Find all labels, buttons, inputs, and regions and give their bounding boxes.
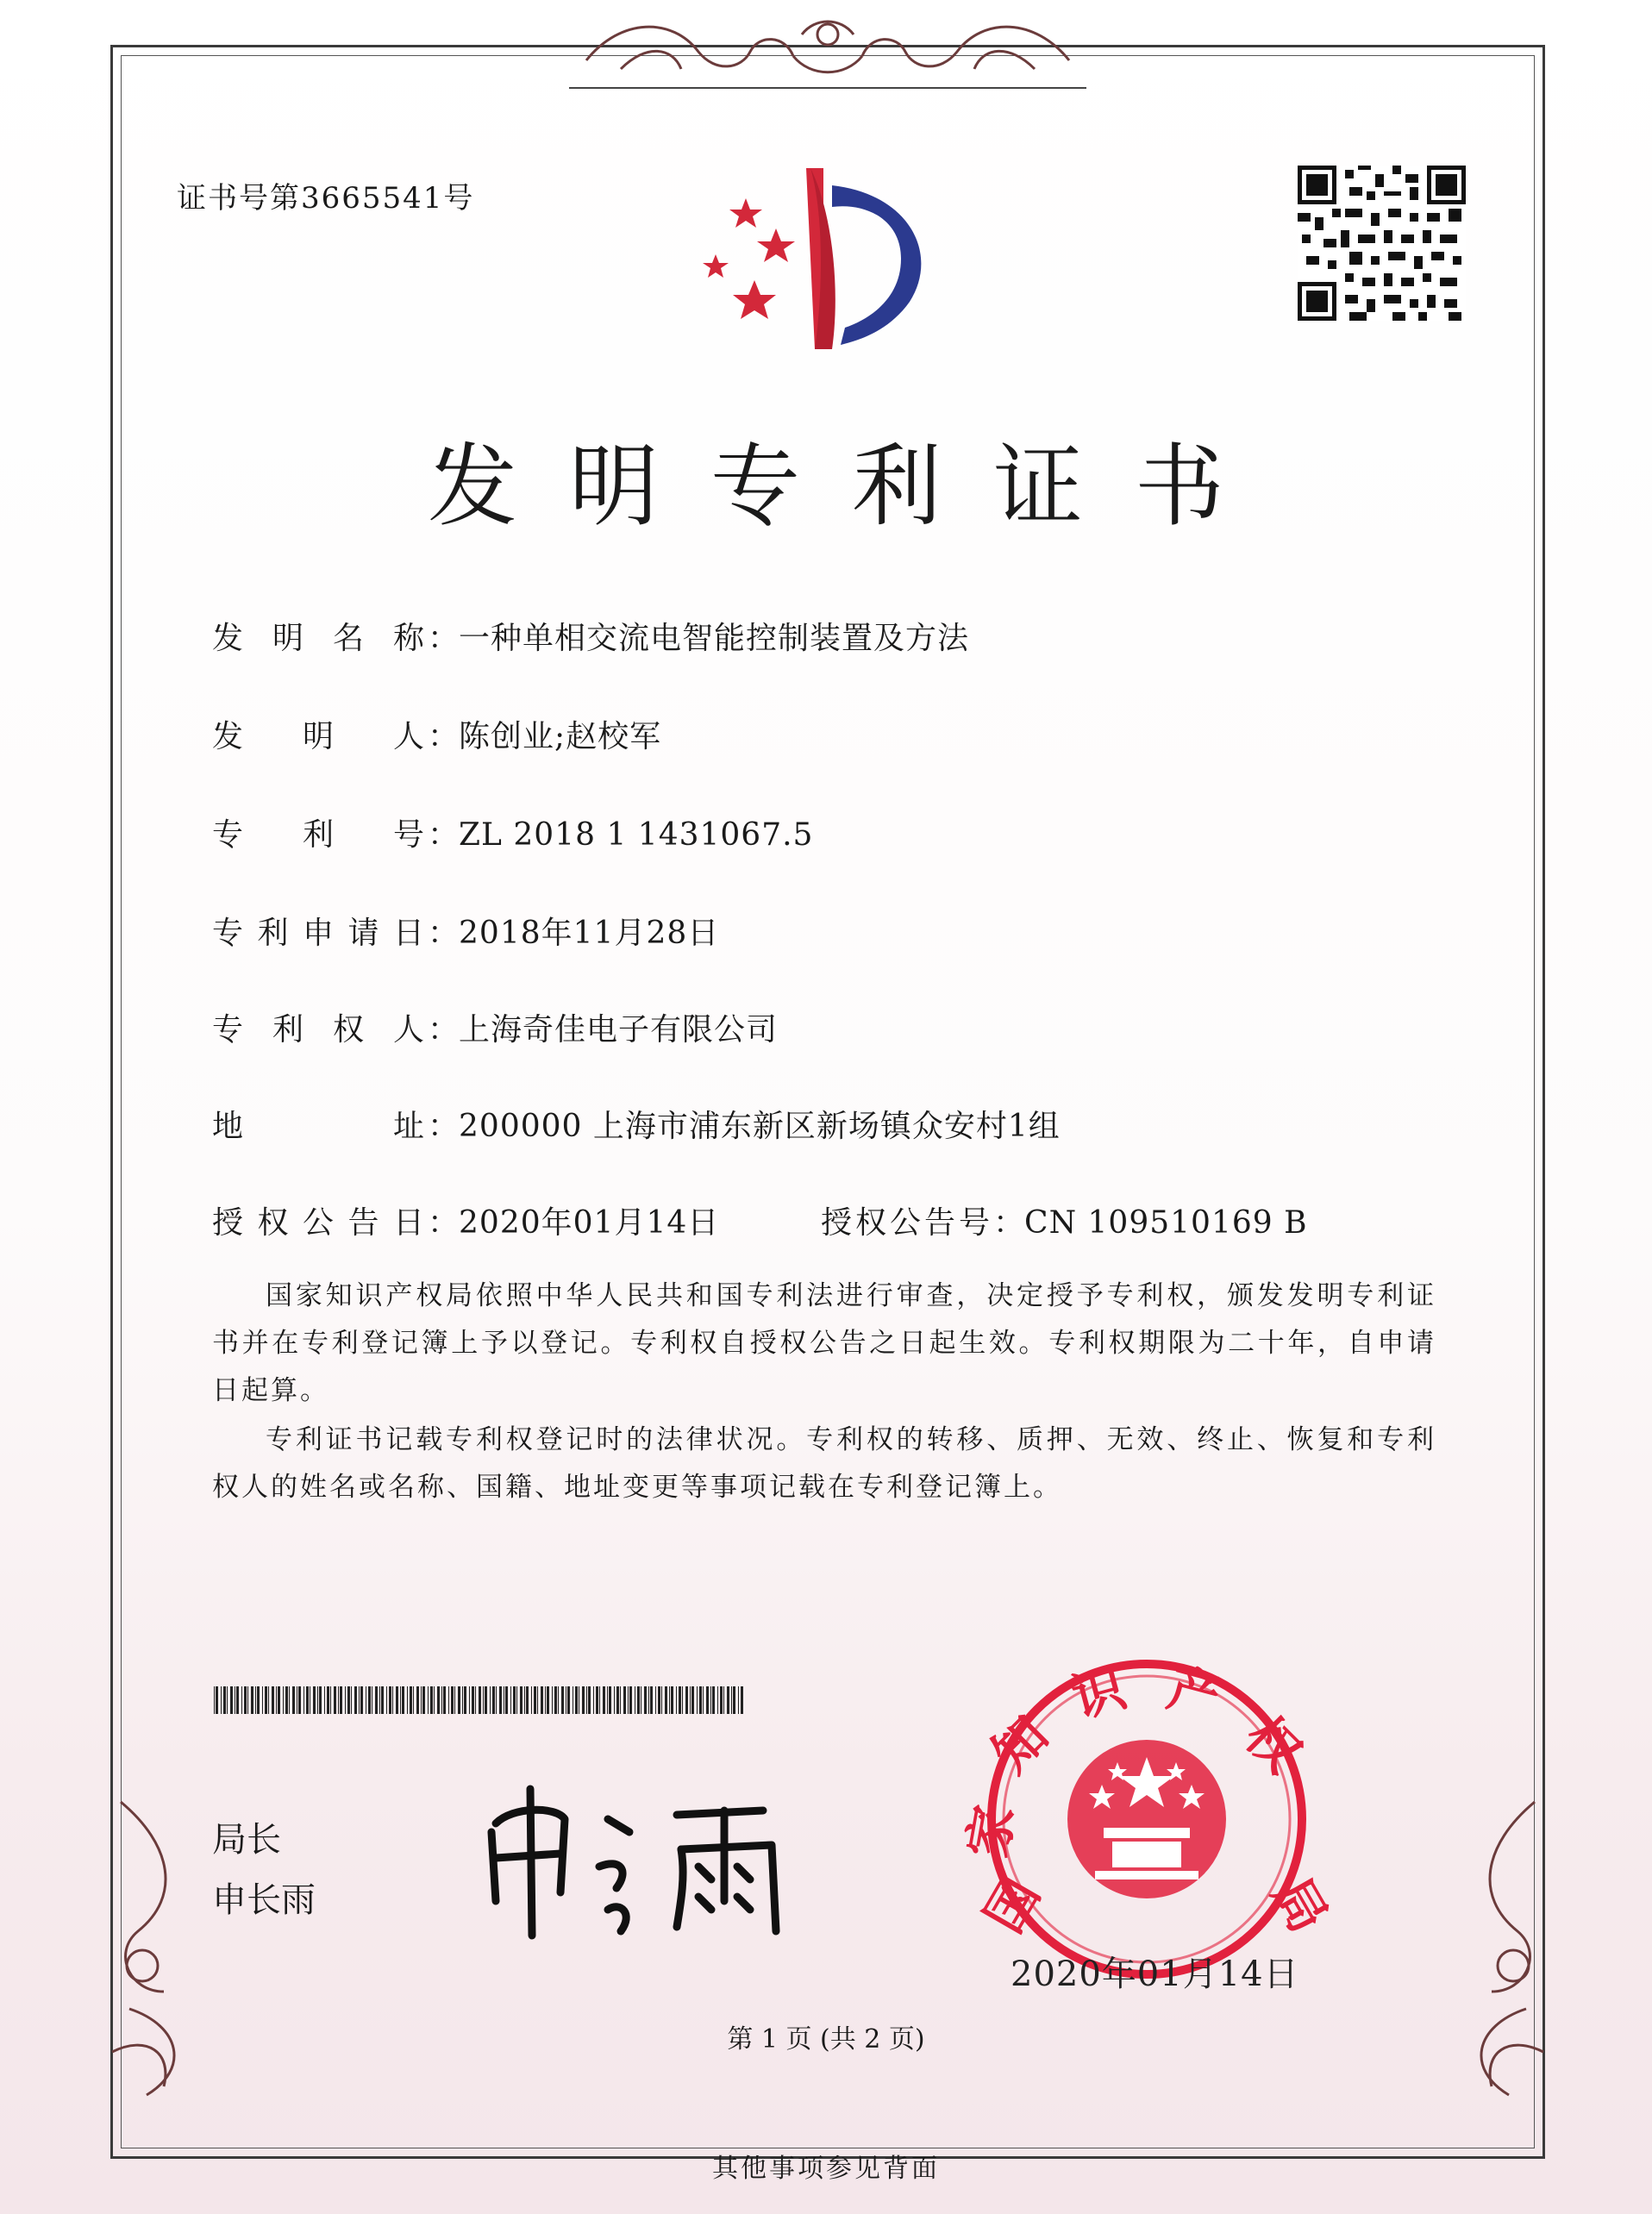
svg-text:权: 权 <box>1233 1704 1313 1785</box>
field-inventors <box>212 712 661 756</box>
bottom-right-ornament-icon <box>1431 1793 1561 2121</box>
field-label: 专利权人 <box>212 1012 428 1048</box>
svg-text:局: 局 <box>1261 1867 1339 1943</box>
patent-office-emblem-icon <box>694 159 944 358</box>
field-label: 地址 <box>212 1109 428 1144</box>
field-label: 发明人 <box>212 719 428 754</box>
director-name: 申长雨 <box>212 1880 316 1920</box>
field-value: CN 109510169 B <box>1024 1205 1308 1241</box>
field-colon: ： <box>428 719 460 754</box>
field-colon: ： <box>428 1109 460 1144</box>
field-colon: ： <box>428 621 460 656</box>
field-value: 陈创业;赵校军 <box>459 719 662 754</box>
svg-text:国: 国 <box>973 1867 1052 1943</box>
field-value: 2020年01月14日 <box>459 1205 720 1241</box>
svg-text:知: 知 <box>980 1704 1061 1785</box>
field-label: 授权公告日 <box>212 1205 428 1241</box>
director-title: 局长 <box>212 1820 281 1860</box>
seal-date: 2020年01月14日 <box>1011 1954 1299 1994</box>
official-seal-icon <box>948 1655 1345 1983</box>
field-colon: ： <box>428 1205 460 1241</box>
field-label: 发明名称 <box>212 621 428 656</box>
field-value: 一种单相交流电智能控制装置及方法 <box>459 621 970 656</box>
field-address <box>212 1102 1061 1146</box>
signature-icon <box>479 1772 841 1944</box>
field-colon: ： <box>993 1205 1025 1241</box>
field-value: 2018年11月28日 <box>459 916 720 951</box>
field-colon: ： <box>428 1012 460 1048</box>
svg-text:产: 产 <box>1161 1658 1228 1730</box>
page-indicator: 第 1 页 (共 2 页) <box>727 2024 925 2055</box>
field-invention-name <box>212 614 969 658</box>
field-colon: ： <box>428 817 460 853</box>
field-grant-date <box>212 1198 719 1242</box>
field-value: 200000 上海市浦东新区新场镇众安村1组 <box>459 1109 1061 1144</box>
qr-code-icon <box>1298 166 1466 321</box>
bottom-left-ornament-icon <box>95 1793 224 2121</box>
certificate-number: 证书号第3665541号 <box>177 181 475 216</box>
field-patent-number <box>212 810 813 854</box>
footer-note: 其他事项参见背面 <box>712 2154 940 2184</box>
field-patentee <box>212 1005 778 1049</box>
statement-paragraph-1: 国家知识产权局依照中华人民共和国专利法进行审查，决定授予专利权，颁发发明专利证书并在专利登记簿上予以登记。专利权自授权公告之日起生效。专利权期限为二十年，自申请日起算。 <box>212 1280 1436 1406</box>
field-label: 专利号 <box>212 817 428 853</box>
field-application-date <box>212 909 719 953</box>
field-value: ZL 2018 1 1431067.5 <box>459 817 814 853</box>
statement-paragraph-2: 专利证书记载专利权登记时的法律状况。专利权的转移、质押、无效、终止、恢复和专利权人的姓名或名称、国籍、地址变更等事项记载在专利登记簿上。 <box>212 1424 1436 1503</box>
barcode-icon <box>214 1686 748 1714</box>
svg-text:识: 识 <box>1066 1658 1132 1730</box>
field-label: 授权公告号 <box>821 1205 994 1241</box>
field-announcement-number <box>821 1198 1308 1242</box>
field-colon: ： <box>428 916 460 951</box>
top-ornament-icon <box>569 9 1086 95</box>
field-label: 专利申请日 <box>212 916 428 951</box>
svg-text:家: 家 <box>957 1800 1026 1863</box>
certificate-title: 发明专利证书 <box>427 434 1276 539</box>
field-value: 上海奇佳电子有限公司 <box>459 1012 779 1048</box>
